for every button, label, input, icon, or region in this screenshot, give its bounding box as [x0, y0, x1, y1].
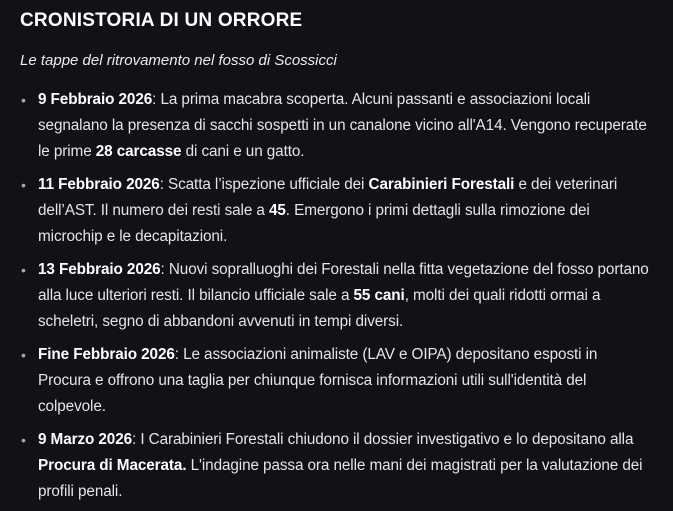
timeline-body-text: e dei veterinari dell’AST. Il numero dei resti sale a: [38, 176, 618, 220]
timeline-body-text: . Emergono i primi dettagli sulla rimozione dei microchip e le decapitazioni.: [38, 202, 590, 246]
timeline-highlight-text: Carabinieri Forestali: [368, 176, 515, 194]
timeline-item-date: 9 Marzo 2026: [38, 431, 133, 449]
timeline-item: [20, 172, 653, 250]
timeline-highlight-text: 55 cani: [353, 287, 405, 305]
timeline-item-date: 13 Febbraio 2026: [38, 261, 161, 279]
timeline-body-text: : Nuovi sopralluoghi dei Forestali nella fitta vegetazione del fosso portano alla luce ulteriori resti. Il bilancio ufficiale sale a: [38, 261, 649, 305]
timeline-item: [20, 257, 653, 335]
timeline-item-date: 9 Febbraio 2026: [38, 91, 153, 109]
timeline-item-date: Fine Febbraio 2026: [38, 346, 175, 364]
timeline-body-text: : La prima macabra scoperta. Alcuni passanti e associazioni locali segnalano la presenza di sacchi sospetti in un canalone vicino all'A14. Vengono recuperate le prime: [38, 91, 647, 161]
timeline-body-text: , molti dei quali ridotti ormai a scheletri, segno di abbandoni avvenuti in tempi diversi.: [38, 287, 601, 331]
page-subtitle: Le tappe del ritrovamento nel fosso di Scossicci: [20, 51, 337, 69]
timeline-highlight-text: 45: [268, 202, 286, 220]
timeline-item: [20, 427, 653, 505]
timeline-body-text: : Le associazioni animaliste (LAV e OIPA) depositano esposti in Procura e offrono una taglia per chiunque fornisca informazioni utili sull'identità del colpevole.: [38, 346, 598, 416]
timeline-highlight-text: 28 carcasse: [95, 143, 182, 161]
timeline-body-text: di cani e un gatto.: [181, 143, 305, 161]
timeline-item-date: 11 Febbraio 2026: [38, 176, 160, 194]
timeline-item: [20, 342, 653, 420]
timeline-item: [20, 87, 653, 165]
timeline-highlight-text: Procura di Macerata.: [38, 457, 187, 475]
timeline-body-text: L'indagine passa ora nelle mani dei magistrati per la valutazione dei profili penali.: [38, 457, 643, 501]
timeline-body-text: : I Carabinieri Forestali chiudono il dossier investigativo e lo depositano alla: [132, 431, 634, 449]
timeline-body-text: : Scatta l’ispezione ufficiale dei: [159, 176, 369, 194]
page-title: CRONISTORIA DI UN ORRORE: [20, 10, 303, 31]
timeline-list: [20, 87, 653, 505]
